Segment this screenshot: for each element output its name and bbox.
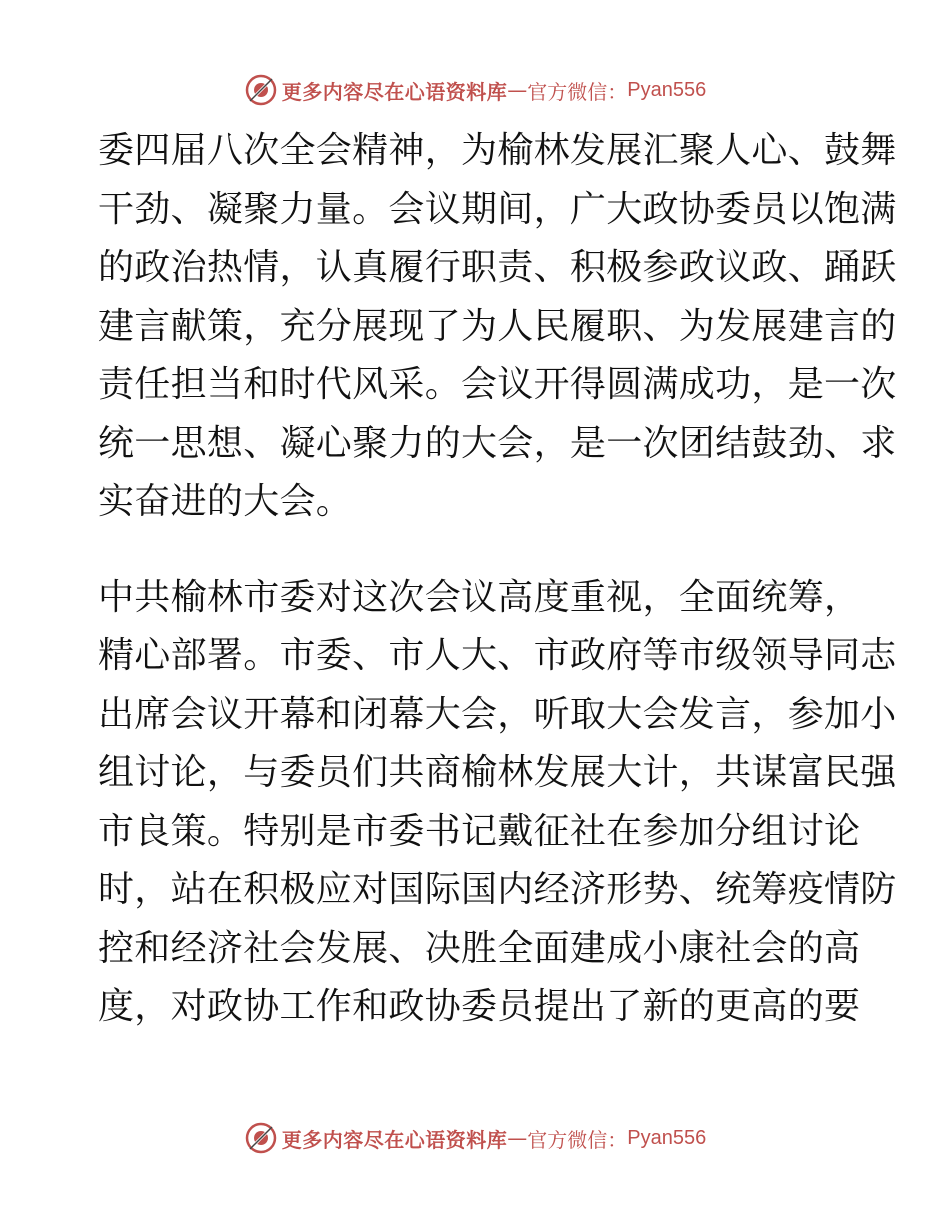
- banner-label: 官方微信：: [527, 79, 628, 104]
- footer-watermark-banner: [0, 1118, 950, 1158]
- text-line: 责任担当和时代风采。会议开得圆满成功，是一次: [98, 364, 897, 405]
- paragraph-2: [98, 569, 897, 1037]
- text-line: 组讨论，与委员们共商榆林发展大计，共谋富民强: [98, 752, 897, 793]
- text-line: 度，对政协工作和政协委员提出了新的更高的要: [98, 986, 861, 1027]
- text-line: 时，站在积极应对国际国内经济形势、统筹疫情防: [98, 869, 897, 910]
- text-line: 控和经济社会发展、决胜全面建成小康社会的高: [98, 927, 861, 969]
- text-line: 实奋进的大会。: [98, 481, 353, 522]
- banner-wechat-id: Pyan556: [627, 1126, 707, 1149]
- banner-main-text: 更多内容尽在心语资料库: [281, 1127, 508, 1152]
- text-line: 市良策。特别是市委书记戴征社在参加分组讨论: [98, 810, 861, 852]
- text-line: 中共榆林市委对这次会议高度重视，全面统筹，: [98, 576, 861, 618]
- brand-logo-icon: [244, 73, 278, 107]
- text-line: 委四届八次全会精神，为榆林发展汇聚人心、鼓舞: [98, 130, 897, 171]
- document-body: [98, 122, 897, 1037]
- banner-separator: —: [507, 78, 528, 102]
- banner-label: 官方微信：: [527, 1127, 628, 1152]
- brand-logo-icon: [244, 1121, 278, 1155]
- text-line: 统一思想、凝心聚力的大会，是一次团结鼓劲、求: [98, 422, 897, 464]
- text-line: 精心部署。市委、市人大、市政府等市级领导同志: [98, 635, 897, 676]
- text-line: 的政治热情，认真履行职责、积极参政议政、踊跃: [98, 247, 897, 288]
- header-watermark-banner: [0, 70, 950, 110]
- banner-main-text: 更多内容尽在心语资料库: [281, 79, 508, 104]
- banner-separator: —: [507, 1126, 528, 1150]
- paragraph-1: [98, 122, 897, 532]
- banner-wechat-id: Pyan556: [627, 78, 707, 101]
- text-line: 出席会议开幕和闭幕大会，听取大会发言，参加小: [98, 693, 897, 735]
- text-line: 建言献策，充分展现了为人民履职、为发展建言的: [98, 305, 897, 347]
- text-line: 干劲、凝聚力量。会议期间，广大政协委员以饱满: [98, 188, 897, 230]
